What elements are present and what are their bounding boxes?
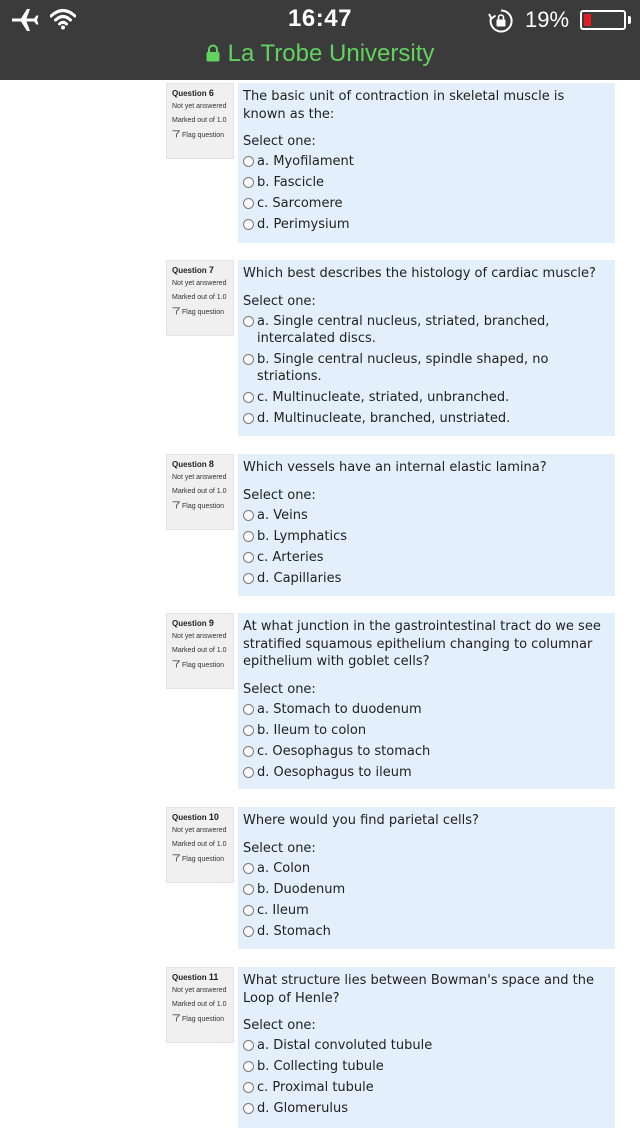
answer-option-6-c[interactable] xyxy=(243,195,609,212)
answer-label[interactable]: b. Duodenum xyxy=(257,881,346,897)
answer-option-8-c[interactable] xyxy=(243,549,609,566)
battery-icon xyxy=(580,10,626,30)
flag-question-link[interactable] xyxy=(172,307,229,316)
answer-options xyxy=(243,313,609,427)
question-mark: Marked out of 1.0 xyxy=(172,1001,227,1008)
answer-label[interactable]: d. Oesophagus to ileum xyxy=(257,764,412,780)
answer-option-8-a[interactable] xyxy=(243,507,609,524)
answer-label[interactable]: c. Multinucleate, striated, unbranched. xyxy=(257,389,510,405)
question-text: Which vessels have an internal elastic lamina? xyxy=(243,460,547,475)
answer-label[interactable]: d. Capillaries xyxy=(257,570,342,586)
answer-radio[interactable] xyxy=(243,746,254,757)
battery-percentage: 19% xyxy=(525,7,570,32)
rotation-lock-icon xyxy=(488,8,514,34)
question-number-value: 11 xyxy=(208,972,219,982)
answer-label[interactable]: a. Distal convoluted tubule xyxy=(257,1038,433,1053)
answer-options xyxy=(243,701,609,781)
question-label: Question xyxy=(172,460,207,469)
answer-option-11-c[interactable] xyxy=(243,1079,609,1096)
question-state: Not yet answered xyxy=(172,280,227,287)
answer-label[interactable]: d. Multinucleate, branched, unstriated. xyxy=(257,410,511,426)
question-number-value: 8 xyxy=(208,459,214,469)
answer-label[interactable]: b. Fascicle xyxy=(257,175,325,190)
answer-radio[interactable] xyxy=(243,219,254,230)
question-state: Not yet answered xyxy=(172,827,227,834)
question-state: Not yet answered xyxy=(172,633,227,640)
top-bar xyxy=(0,0,640,80)
status-bar xyxy=(0,0,640,40)
question-info-panel xyxy=(166,613,234,689)
question-number-value: 6 xyxy=(208,88,214,98)
question-number xyxy=(172,618,229,628)
question-info-panel xyxy=(166,454,234,530)
answer-radio[interactable] xyxy=(243,198,254,209)
flag-icon xyxy=(172,130,180,138)
answer-radio[interactable] xyxy=(243,354,254,365)
question-number xyxy=(172,972,229,982)
answer-radio[interactable] xyxy=(243,863,254,874)
question-mark: Marked out of 1.0 xyxy=(172,647,227,654)
select-one-prompt: Select one: xyxy=(243,134,316,149)
flag-icon xyxy=(172,501,180,509)
flag-question-label: Flag question xyxy=(182,132,225,139)
answer-label[interactable]: c. Sarcomere xyxy=(257,196,343,211)
answer-radio[interactable] xyxy=(243,905,254,916)
question-text: What structure lies between Bowman's space and the Loop of Henle? xyxy=(243,973,594,1006)
answer-radio[interactable] xyxy=(243,884,254,895)
answer-radio[interactable] xyxy=(243,510,254,521)
answer-radio[interactable] xyxy=(243,573,254,584)
answer-option-8-d[interactable] xyxy=(243,570,609,587)
flag-question-link[interactable] xyxy=(172,854,229,863)
answer-option-11-b[interactable] xyxy=(243,1058,609,1075)
answer-label[interactable]: b. Ileum to colon xyxy=(257,722,367,738)
flag-question-link[interactable] xyxy=(172,130,229,139)
battery-level xyxy=(584,14,591,26)
answer-radio[interactable] xyxy=(243,177,254,188)
flag-question-label: Flag question xyxy=(182,309,225,316)
question-text: The basic unit of contraction in skeletal muscle is known as the: xyxy=(243,89,565,122)
answer-option-9-c[interactable] xyxy=(243,743,609,760)
answer-label[interactable]: b. Single central nucleus, spindle shaped, no striations. xyxy=(257,351,549,384)
question-mark: Marked out of 1.0 xyxy=(172,294,227,301)
question-state: Not yet answered xyxy=(172,987,227,994)
flag-question-link[interactable] xyxy=(172,501,229,510)
answer-option-10-b[interactable] xyxy=(243,881,609,898)
address-bar[interactable] xyxy=(0,40,640,80)
answer-radio[interactable] xyxy=(243,531,254,542)
answer-options xyxy=(243,860,609,940)
answer-option-7-d[interactable] xyxy=(243,410,609,427)
answer-label[interactable]: b. Collecting tubule xyxy=(257,1059,384,1074)
question-mark: Marked out of 1.0 xyxy=(172,117,227,124)
question-text: At what junction in the gastrointestinal tract do we see stratified squamous epithelium changing to columnar epithelium with goblet cells? xyxy=(243,619,601,669)
padlock-icon xyxy=(206,44,220,62)
answer-label[interactable]: a. Stomach to duodenum xyxy=(257,701,422,717)
answer-options xyxy=(243,153,609,233)
answer-label[interactable]: c. Ileum xyxy=(257,902,309,918)
question-label: Question xyxy=(172,813,207,822)
answer-label[interactable]: a. Colon xyxy=(257,860,311,876)
answer-radio[interactable] xyxy=(243,1040,254,1051)
select-one-prompt: Select one: xyxy=(243,487,316,503)
flag-icon xyxy=(172,854,180,862)
flag-icon xyxy=(172,660,180,668)
question-mark: Marked out of 1.0 xyxy=(172,841,227,848)
select-one-prompt: Select one: xyxy=(243,840,316,856)
flag-icon xyxy=(172,1014,180,1022)
answer-radio[interactable] xyxy=(243,1082,254,1093)
question-text: Which best describes the histology of cardiac muscle? xyxy=(243,266,596,281)
question-label: Question xyxy=(172,619,207,628)
question-content xyxy=(238,260,615,436)
answer-label[interactable]: c. Proximal tubule xyxy=(257,1080,374,1095)
answer-radio[interactable] xyxy=(243,926,254,937)
answer-options xyxy=(243,507,609,587)
answer-label[interactable]: c. Arteries xyxy=(257,549,324,565)
question-content xyxy=(238,454,615,596)
question-number xyxy=(172,459,229,469)
flag-question-label: Flag question xyxy=(182,503,225,510)
answer-radio[interactable] xyxy=(243,704,254,715)
answer-label[interactable]: a. Myofilament xyxy=(257,154,354,169)
question-number-value: 9 xyxy=(208,618,214,628)
answer-option-9-a[interactable] xyxy=(243,701,609,718)
flag-question-label: Flag question xyxy=(182,1016,225,1023)
answer-radio[interactable] xyxy=(243,413,254,424)
answer-option-11-d[interactable] xyxy=(243,1100,609,1117)
answer-option-11-a[interactable] xyxy=(243,1037,609,1054)
answer-option-10-c[interactable] xyxy=(243,902,609,919)
flag-question-label: Flag question xyxy=(182,662,225,669)
status-time: 16:47 xyxy=(288,5,352,32)
question-content xyxy=(238,807,615,949)
answer-label[interactable]: a. Veins xyxy=(257,507,308,523)
question-number-value: 10 xyxy=(208,812,219,822)
answer-radio[interactable] xyxy=(243,552,254,563)
question-content xyxy=(238,967,615,1128)
question-label: Question xyxy=(172,973,207,982)
answer-option-10-a[interactable] xyxy=(243,860,609,877)
answer-radio[interactable] xyxy=(243,767,254,778)
question-mark: Marked out of 1.0 xyxy=(172,488,227,495)
select-one-prompt: Select one: xyxy=(243,1018,316,1033)
question-number xyxy=(172,812,229,822)
answer-radio[interactable] xyxy=(243,392,254,403)
answer-option-7-b[interactable] xyxy=(243,351,609,385)
flag-question-link[interactable] xyxy=(172,660,229,669)
battery-tip xyxy=(628,16,631,24)
answer-label[interactable]: d. Glomerulus xyxy=(257,1101,349,1116)
question-info-panel xyxy=(166,807,234,883)
answer-label[interactable]: c. Oesophagus to stomach xyxy=(257,743,431,759)
answer-label[interactable]: b. Lymphatics xyxy=(257,528,348,544)
answer-options xyxy=(243,1037,609,1117)
question-text: Where would you find parietal cells? xyxy=(243,813,479,828)
site-title-wrap xyxy=(206,40,435,68)
question-content xyxy=(238,83,615,243)
answer-option-10-d[interactable] xyxy=(243,923,609,940)
answer-option-7-c[interactable] xyxy=(243,389,609,406)
answer-option-7-a[interactable] xyxy=(243,313,609,347)
question-info-panel xyxy=(166,83,234,159)
answer-label[interactable]: a. Single central nucleus, striated, branched, intercalated discs. xyxy=(257,313,550,346)
answer-radio[interactable] xyxy=(243,1061,254,1072)
site-title: La Trobe University xyxy=(227,40,435,67)
question-number-value: 7 xyxy=(208,265,214,275)
flag-question-link[interactable] xyxy=(172,1014,229,1023)
answer-option-6-b[interactable] xyxy=(243,174,609,191)
question-content xyxy=(238,613,615,789)
answer-option-9-d[interactable] xyxy=(243,764,609,781)
question-number xyxy=(172,88,229,98)
question-label: Question xyxy=(172,266,207,275)
answer-label[interactable]: d. Perimysium xyxy=(257,217,350,232)
answer-option-9-b[interactable] xyxy=(243,722,609,739)
flag-question-label: Flag question xyxy=(182,856,225,863)
answer-radio[interactable] xyxy=(243,156,254,167)
question-state: Not yet answered xyxy=(172,103,227,110)
question-label: Question xyxy=(172,89,207,98)
question-number xyxy=(172,265,229,275)
select-one-prompt: Select one: xyxy=(243,293,316,309)
answer-option-8-b[interactable] xyxy=(243,528,609,545)
answer-radio[interactable] xyxy=(243,316,254,327)
answer-radio[interactable] xyxy=(243,725,254,736)
select-one-prompt: Select one: xyxy=(243,681,316,697)
question-state: Not yet answered xyxy=(172,474,227,481)
answer-option-6-d[interactable] xyxy=(243,216,609,233)
question-info-panel xyxy=(166,967,234,1043)
answer-label[interactable]: d. Stomach xyxy=(257,923,331,939)
question-info-panel xyxy=(166,260,234,336)
flag-icon xyxy=(172,307,180,315)
answer-option-6-a[interactable] xyxy=(243,153,609,170)
answer-radio[interactable] xyxy=(243,1103,254,1114)
